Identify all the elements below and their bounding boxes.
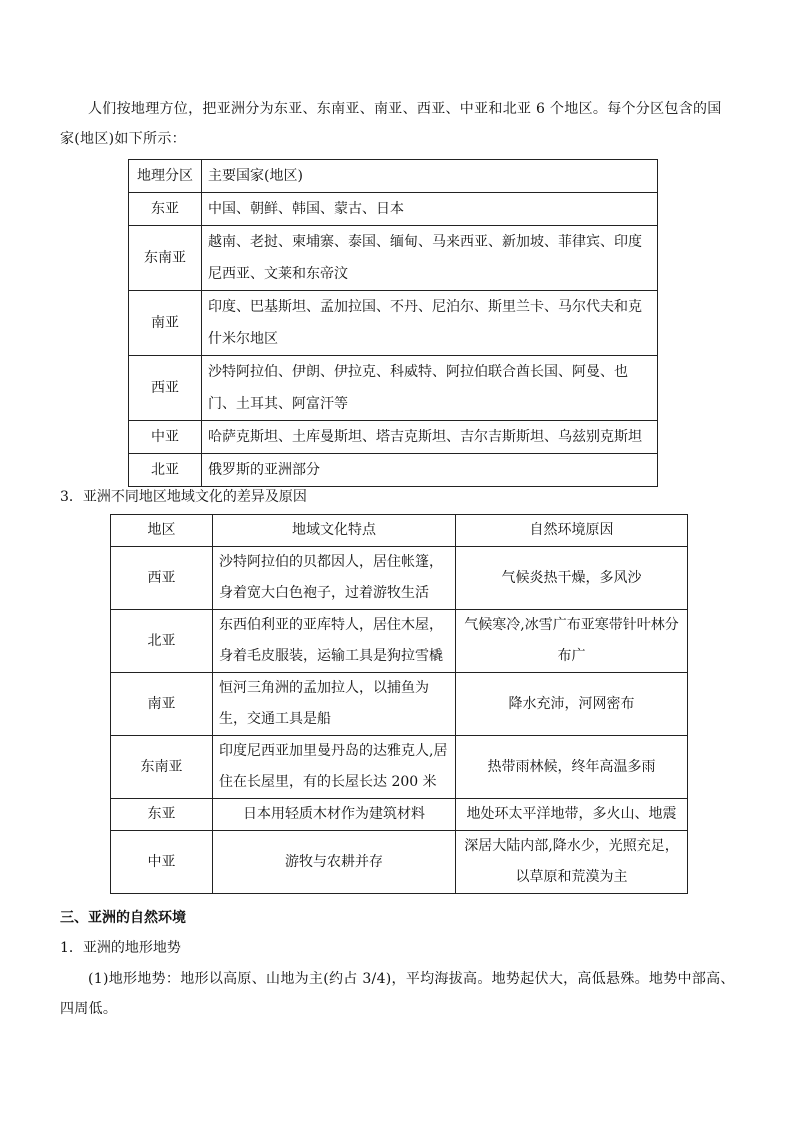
table-row: [111, 736, 688, 799]
countries-cell: 哈萨克斯坦、土库曼斯坦、塔吉克斯坦、吉尔吉斯斯坦、乌兹别克斯坦: [202, 421, 658, 454]
region-cell: 东亚: [111, 799, 213, 831]
table-row: [111, 673, 688, 736]
header-reason: 自然环境原因: [456, 515, 688, 547]
culture-cell: 游牧与农耕并存: [213, 831, 456, 894]
culture-cell: 东西伯利亚的亚库特人，居住木屋，身着毛皮服装，运输工具是狗拉雪橇: [213, 610, 456, 673]
region-cell: 中亚: [111, 831, 213, 894]
region-cell: 南亚: [111, 673, 213, 736]
table-row: [111, 610, 688, 673]
header-region: 地区: [111, 515, 213, 547]
section3-title: 3．亚洲不同地区地域文化的差异及原因: [60, 489, 307, 505]
region-cell: 东南亚: [129, 226, 202, 291]
table-row: [129, 454, 658, 487]
culture-cell: 印度尼西亚加里曼丹岛的达雅克人,居住在长屋里，有的长屋长达 200 米: [213, 736, 456, 799]
table-row: [111, 547, 688, 610]
culture-cell: 日本用轻质木材作为建筑材料: [213, 799, 456, 831]
reason-cell: 气候炎热干燥，多风沙: [456, 547, 688, 610]
regions-table: [128, 159, 658, 487]
section-heading: 三、亚洲的自然环境: [60, 910, 186, 926]
table-row: [111, 799, 688, 831]
terrain-paragraph: (1)地形地势：地形以高原、山地为主(约占 3/4)，平均海拔高。地势起伏大，高低悬殊。地势中部高、四周低。: [60, 971, 735, 1017]
table-row: [111, 831, 688, 894]
reason-cell: 降水充沛，河网密布: [456, 673, 688, 736]
countries-cell: 中国、朝鲜、韩国、蒙古、日本: [202, 193, 658, 226]
table-row: [129, 421, 658, 454]
header-region: 地理分区: [129, 160, 202, 193]
countries-cell: 越南、老挝、柬埔寨、泰国、缅甸、马来西亚、新加坡、菲律宾、印度尼西亚、文莱和东帝汶: [202, 226, 658, 291]
reason-cell: 热带雨林候，终年高温多雨: [456, 736, 688, 799]
countries-cell: 沙特阿拉伯、伊朗、伊拉克、科威特、阿拉伯联合酋长国、阿曼、也门、土耳其、阿富汗等: [202, 356, 658, 421]
countries-cell: 俄罗斯的亚洲部分: [202, 454, 658, 487]
header-culture: 地域文化特点: [213, 515, 456, 547]
table-row: [129, 193, 658, 226]
region-cell: 中亚: [129, 421, 202, 454]
region-cell: 东亚: [129, 193, 202, 226]
table-header-row: [111, 515, 688, 547]
culture-table: [110, 514, 688, 894]
table-row: [129, 356, 658, 421]
reason-cell: 气候寒冷,冰雪广布亚寒带针叶林分布广: [456, 610, 688, 673]
reason-cell: 地处环太平洋地带，多火山、地震: [456, 799, 688, 831]
countries-cell: 印度、巴基斯坦、孟加拉国、不丹、尼泊尔、斯里兰卡、马尔代夫和克什米尔地区: [202, 291, 658, 356]
region-cell: 北亚: [111, 610, 213, 673]
subsection-heading: 1．亚洲的地形地势: [60, 940, 181, 956]
region-cell: 西亚: [111, 547, 213, 610]
culture-cell: 沙特阿拉伯的贝都因人，居住帐篷，身着宽大白色袍子，过着游牧生活: [213, 547, 456, 610]
table-row: [129, 291, 658, 356]
reason-cell: 深居大陆内部,降水少，光照充足，以草原和荒漠为主: [456, 831, 688, 894]
intro-paragraph: 人们按地理方位，把亚洲分为东亚、东南亚、南亚、西亚、中亚和北亚 6 个地区。每个分区包含的国家(地区)如下所示：: [60, 101, 722, 147]
region-cell: 南亚: [129, 291, 202, 356]
culture-cell: 恒河三角洲的孟加拉人，以捕鱼为生，交通工具是船: [213, 673, 456, 736]
table-row: [129, 226, 658, 291]
region-cell: 西亚: [129, 356, 202, 421]
region-cell: 东南亚: [111, 736, 213, 799]
header-countries: 主要国家(地区): [202, 160, 658, 193]
table-header-row: [129, 160, 658, 193]
region-cell: 北亚: [129, 454, 202, 487]
